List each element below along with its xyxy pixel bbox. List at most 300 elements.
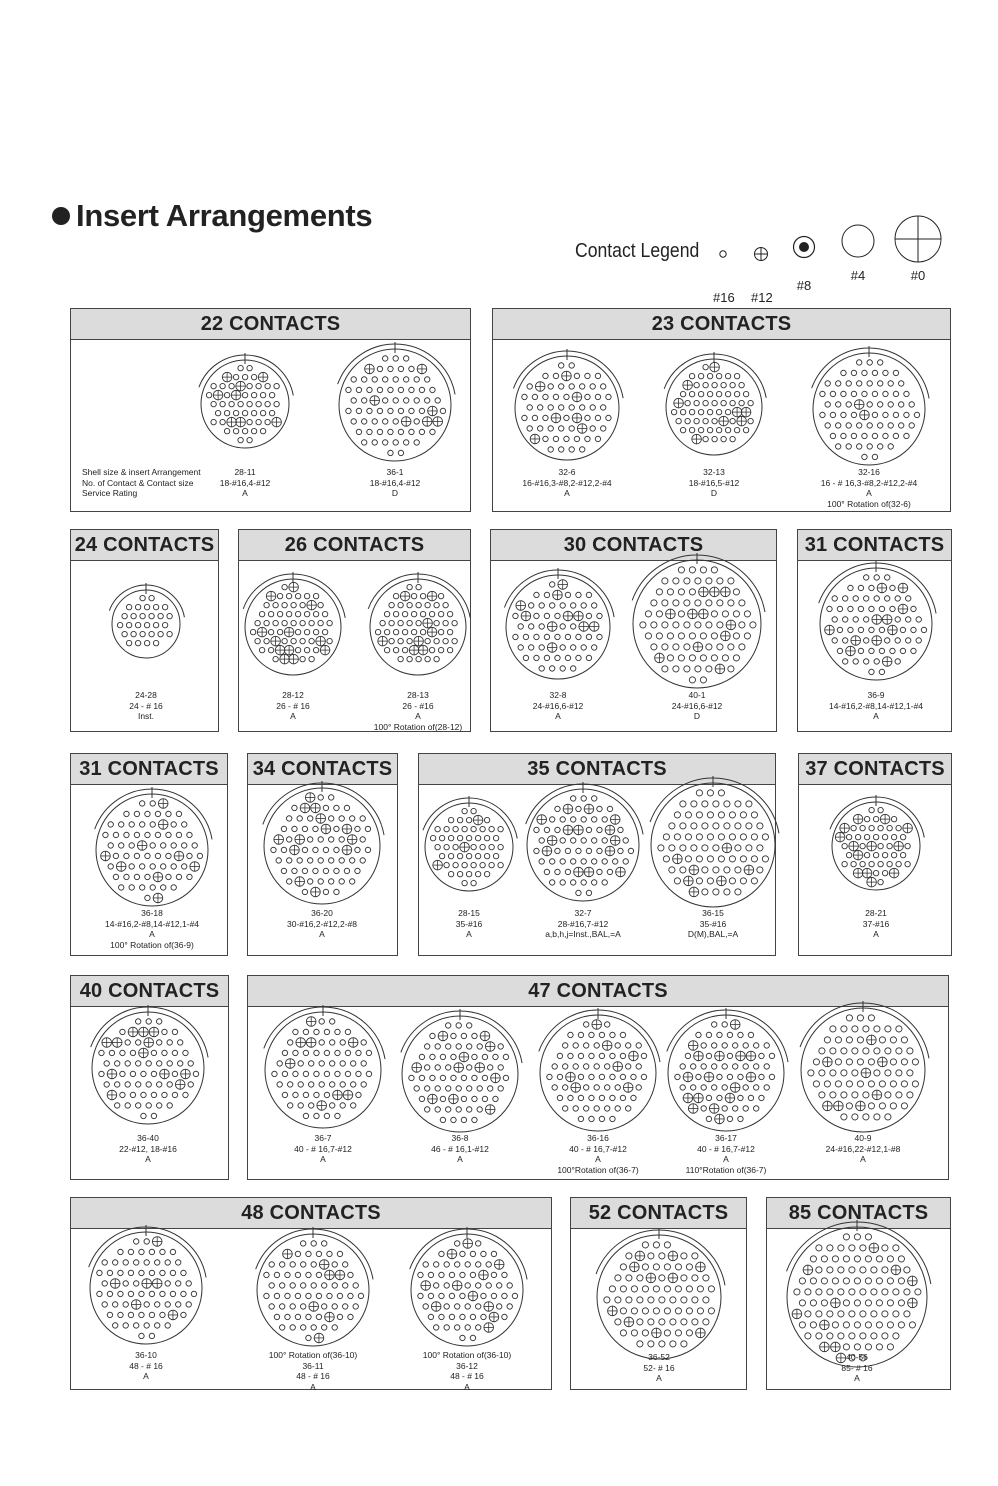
contact-16 xyxy=(893,1245,899,1251)
contact-16 xyxy=(685,400,690,405)
shell-outline xyxy=(245,579,341,675)
contact-16 xyxy=(409,429,414,434)
contact-16 xyxy=(895,659,900,664)
contact-16 xyxy=(335,1029,340,1034)
contact-16 xyxy=(280,1304,285,1309)
connector-svg xyxy=(799,339,939,479)
contact-16 xyxy=(882,1267,888,1273)
contact-16 xyxy=(544,869,549,874)
contact-16 xyxy=(287,879,292,884)
contact-16 xyxy=(754,1043,759,1048)
panel-header: 26 CONTACTS xyxy=(239,530,470,561)
contact-16 xyxy=(529,603,534,608)
contact-16 xyxy=(631,1286,637,1292)
contact-16 xyxy=(290,1262,295,1267)
contact-16 xyxy=(852,1026,858,1032)
contact-16 xyxy=(343,1262,348,1267)
contact-16 xyxy=(863,1114,869,1120)
contact-16 xyxy=(362,440,367,445)
contact-16 xyxy=(318,620,323,625)
contact-16 xyxy=(836,423,841,428)
contact-16 xyxy=(126,640,131,645)
contact-16 xyxy=(730,436,735,441)
shell-outline xyxy=(666,359,762,455)
contact-16 xyxy=(435,1044,440,1049)
contact-16 xyxy=(637,1341,643,1347)
contact-16 xyxy=(739,622,745,628)
contact-16 xyxy=(271,847,276,852)
contact-16 xyxy=(124,832,129,837)
contact-16 xyxy=(706,644,712,650)
contact-16 xyxy=(377,387,382,392)
contact-16 xyxy=(852,1114,858,1120)
contact-16 xyxy=(107,1312,112,1317)
contact-16 xyxy=(820,412,825,417)
contact-16 xyxy=(571,838,576,843)
contact-16 xyxy=(863,1092,869,1098)
contact-16 xyxy=(571,666,576,671)
contact-16 xyxy=(345,1050,350,1055)
contact-16 xyxy=(824,1037,830,1043)
contact-16 xyxy=(425,377,430,382)
contact-16 xyxy=(502,1272,507,1277)
contact-16 xyxy=(827,1289,833,1295)
legend-item-8: #8 xyxy=(791,234,817,265)
contact-16 xyxy=(680,823,686,829)
contact-16 xyxy=(314,1050,319,1055)
contact-16 xyxy=(642,1286,648,1292)
contact-16 xyxy=(543,373,548,378)
contact-16 xyxy=(242,392,247,397)
contact-16 xyxy=(707,373,712,378)
contact-16 xyxy=(362,419,367,424)
contact-16 xyxy=(238,437,243,442)
contact-16 xyxy=(584,1106,589,1111)
contact-16 xyxy=(900,852,905,857)
contact-16 xyxy=(865,1322,871,1328)
contact-16 xyxy=(327,638,332,643)
contact-16 xyxy=(874,596,879,601)
contact-16 xyxy=(825,381,830,386)
contact-16 xyxy=(302,847,307,852)
contact-16 xyxy=(419,1054,424,1059)
contact-16 xyxy=(355,826,360,831)
caption-line: 40 - # 16,7-#12 xyxy=(569,1143,627,1154)
contact-16 xyxy=(398,638,403,643)
contact-16 xyxy=(887,1256,893,1262)
contact-16 xyxy=(161,864,166,869)
contact-16 xyxy=(527,384,532,389)
contact-16 xyxy=(890,1103,896,1109)
contact-16 xyxy=(457,835,462,840)
contact-16 xyxy=(334,868,339,873)
contact-16 xyxy=(636,1043,641,1048)
caption-line: A xyxy=(595,1154,601,1164)
contact-16 xyxy=(136,1082,141,1087)
contact-16 xyxy=(854,1278,860,1284)
contact-16 xyxy=(707,878,713,884)
contact-16 xyxy=(734,427,739,432)
contact-16 xyxy=(295,1251,300,1256)
contact-16 xyxy=(493,853,498,858)
contact-16 xyxy=(362,398,367,403)
contact-16 xyxy=(472,1075,477,1080)
contact-16 xyxy=(851,412,856,417)
connector-caption xyxy=(431,1133,489,1165)
connector-svg xyxy=(251,998,395,1142)
contact-16 xyxy=(746,845,752,851)
contact-16 xyxy=(662,600,668,606)
contact-16 xyxy=(810,1300,816,1306)
contact-16 xyxy=(498,862,503,867)
contact-16 xyxy=(869,861,874,866)
contact-16 xyxy=(166,832,171,837)
contact-16 xyxy=(757,845,763,851)
contact-16 xyxy=(135,640,140,645)
contact-16 xyxy=(300,620,305,625)
contact-16 xyxy=(172,1029,177,1034)
connector-caption xyxy=(689,467,740,499)
contact-16 xyxy=(467,1065,472,1070)
contact-16 xyxy=(393,611,398,616)
contact-16 xyxy=(653,1264,659,1270)
contact-16 xyxy=(559,447,564,452)
contact-16 xyxy=(150,801,155,806)
contact-16 xyxy=(560,880,565,885)
contact-16 xyxy=(534,634,539,639)
contact-16 xyxy=(701,1043,706,1048)
contact-16 xyxy=(480,844,485,849)
contact-16 xyxy=(438,647,443,652)
contact-16 xyxy=(851,861,856,866)
contact-16 xyxy=(309,638,314,643)
contact-16 xyxy=(346,408,351,413)
contact-16 xyxy=(276,858,281,863)
contact-16 xyxy=(553,436,558,441)
contact-16 xyxy=(898,1256,904,1262)
contact-16 xyxy=(816,1289,822,1295)
contact-16 xyxy=(762,856,768,862)
contact-16 xyxy=(482,1054,487,1059)
contact-16 xyxy=(493,1096,498,1101)
contact-16 xyxy=(685,856,691,862)
contact-16 xyxy=(568,1032,573,1037)
caption-line: 22-#12, 18-#16 xyxy=(119,1143,177,1154)
connector-caption xyxy=(423,1350,511,1392)
contact-16 xyxy=(712,436,717,441)
contact-16 xyxy=(878,861,883,866)
contact-16 xyxy=(862,454,867,459)
caption-line: 36-1 xyxy=(386,467,404,477)
contact-16 xyxy=(355,868,360,873)
contact-16 xyxy=(503,1054,508,1059)
contact-16 xyxy=(372,440,377,445)
contact-16 xyxy=(580,447,585,452)
contact-16 xyxy=(282,584,287,589)
contact-16 xyxy=(858,606,863,611)
contact-16 xyxy=(574,373,579,378)
contact-16 xyxy=(706,1116,711,1121)
contact-16 xyxy=(585,436,590,441)
contact-16 xyxy=(444,826,449,831)
contact-16 xyxy=(139,1333,144,1338)
contact-16 xyxy=(149,1249,154,1254)
contact-16 xyxy=(860,1267,866,1273)
contact-16 xyxy=(324,1029,329,1034)
contact-16 xyxy=(869,585,874,590)
contact-16 xyxy=(684,578,690,584)
contact-16 xyxy=(578,1095,583,1100)
panel-header: 40 CONTACTS xyxy=(71,976,228,1007)
contact-16 xyxy=(149,1270,154,1275)
contact-16 xyxy=(314,1113,319,1118)
contact-16 xyxy=(663,834,669,840)
contact-16 xyxy=(743,1085,748,1090)
contact-16 xyxy=(727,1116,732,1121)
contact-16 xyxy=(696,856,702,862)
contact-16 xyxy=(702,889,708,895)
contact-16 xyxy=(882,852,887,857)
contact-16 xyxy=(513,613,518,618)
contact-16 xyxy=(592,796,597,801)
contact-16 xyxy=(269,410,274,415)
panel-header: 85 CONTACTS xyxy=(767,1198,950,1229)
connector-caption xyxy=(105,908,199,950)
contact-16 xyxy=(297,858,302,863)
contact-16 xyxy=(439,1251,444,1256)
contact-16 xyxy=(444,1283,449,1288)
contact-16 xyxy=(700,677,706,683)
panel-header: 35 CONTACTS xyxy=(419,754,775,785)
contact-16 xyxy=(695,578,701,584)
contact-16 xyxy=(141,1071,146,1076)
contact-16 xyxy=(713,801,719,807)
caption-line: 52- # 16 xyxy=(643,1362,675,1373)
contact-16 xyxy=(547,1074,552,1079)
contact-16 xyxy=(843,1278,849,1284)
contact-16 xyxy=(607,806,612,811)
contact-16 xyxy=(539,603,544,608)
contact-16 xyxy=(574,436,579,441)
contact-16 xyxy=(264,602,269,607)
contact-16 xyxy=(799,1300,805,1306)
contact-16 xyxy=(891,834,896,839)
caption-line: A xyxy=(457,1154,463,1164)
contact-16 xyxy=(337,1251,342,1256)
contact-16 xyxy=(895,617,900,622)
contact-16 xyxy=(865,1278,871,1284)
contact-16 xyxy=(480,862,485,867)
contact-16 xyxy=(461,1117,466,1122)
contact-16 xyxy=(685,418,690,423)
connector-caption xyxy=(672,690,723,722)
contact-16 xyxy=(904,1311,910,1317)
contact-16 xyxy=(599,1116,604,1121)
contact-16 xyxy=(748,400,753,405)
contact-16 xyxy=(873,816,878,821)
caption-line: A xyxy=(873,929,879,939)
contact-16 xyxy=(108,864,113,869)
contact-16 xyxy=(166,811,171,816)
contact-16 xyxy=(893,1311,899,1317)
connector-face-diagram xyxy=(492,561,624,693)
contact-16 xyxy=(329,837,334,842)
contact-16 xyxy=(404,356,409,361)
contact-16 xyxy=(188,1061,193,1066)
contact-16 xyxy=(414,419,419,424)
contact-16 xyxy=(149,631,154,636)
contact-16 xyxy=(360,837,365,842)
contact-16 xyxy=(306,1251,311,1256)
contact-16 xyxy=(292,805,297,810)
contact-16 xyxy=(181,1291,186,1296)
contact-16 xyxy=(759,1074,764,1079)
contact-16 xyxy=(476,1304,481,1309)
contact-16 xyxy=(656,589,662,595)
contact-16 xyxy=(220,401,225,406)
contact-16 xyxy=(885,1092,891,1098)
contact-16 xyxy=(548,384,553,389)
contact-16 xyxy=(290,1325,295,1330)
contact-16 xyxy=(592,838,597,843)
contact-16 xyxy=(324,1071,329,1076)
contact-16 xyxy=(555,655,560,660)
contact-16 xyxy=(838,1289,844,1295)
small-circle-icon xyxy=(713,246,733,266)
contact-16 xyxy=(707,391,712,396)
contact-16 xyxy=(220,383,225,388)
contact-16 xyxy=(544,613,549,618)
contact-16 xyxy=(182,843,187,848)
contact-16 xyxy=(470,1335,475,1340)
contact-16 xyxy=(589,1053,594,1058)
contact-16 xyxy=(585,394,590,399)
contact-16 xyxy=(118,1291,123,1296)
contact-16 xyxy=(843,1344,849,1350)
contact-16 xyxy=(706,600,712,606)
connector-caption xyxy=(821,467,917,509)
contact-16 xyxy=(337,1293,342,1298)
contact-16 xyxy=(853,617,858,622)
contact-16 xyxy=(393,593,398,598)
contact-16 xyxy=(648,1319,654,1325)
contact-16 xyxy=(846,381,851,386)
contact-16 xyxy=(295,1272,300,1277)
caption-line: 40 - # 16,7-#12 xyxy=(697,1143,755,1154)
contact-16 xyxy=(472,1117,477,1122)
contact-16 xyxy=(398,602,403,607)
shell-outline xyxy=(813,353,925,465)
contact-16 xyxy=(565,848,570,853)
contact-16 xyxy=(691,845,697,851)
caption-line: 36-52 xyxy=(648,1352,670,1362)
contact-16 xyxy=(848,585,853,590)
contact-16 xyxy=(314,1029,319,1034)
contact-16 xyxy=(578,1032,583,1037)
contact-16 xyxy=(852,1092,858,1098)
contact-16 xyxy=(118,1249,123,1254)
contact-16 xyxy=(816,1245,822,1251)
contact-16 xyxy=(743,1043,748,1048)
contact-16 xyxy=(735,801,741,807)
legend-item-0: #0 xyxy=(893,214,943,269)
contact-16 xyxy=(351,1103,356,1108)
contact-16 xyxy=(157,1103,162,1108)
contact-16 xyxy=(716,427,721,432)
contact-16 xyxy=(721,436,726,441)
contact-16 xyxy=(120,1071,125,1076)
contact-16 xyxy=(414,398,419,403)
contact-16 xyxy=(224,410,229,415)
contact-16 xyxy=(769,1053,774,1058)
contact-16 xyxy=(563,1064,568,1069)
contact-16 xyxy=(718,834,724,840)
connector-caption xyxy=(287,908,357,940)
page-title: Insert Arrangements xyxy=(76,198,373,233)
contact-16 xyxy=(153,622,158,627)
contact-16 xyxy=(165,1323,170,1328)
contact-16 xyxy=(303,1029,308,1034)
contact-16 xyxy=(264,638,269,643)
contact-16 xyxy=(689,373,694,378)
contact-16 xyxy=(99,1050,104,1055)
contact-16 xyxy=(590,405,595,410)
contact-16 xyxy=(738,1074,743,1079)
contact-16 xyxy=(153,640,158,645)
contact-16 xyxy=(878,360,883,365)
contact-16 xyxy=(675,1308,681,1314)
connector-face-diagram xyxy=(76,1218,216,1358)
contact-16 xyxy=(610,1095,615,1100)
contact-16 xyxy=(293,1029,298,1034)
connector-svg xyxy=(806,554,946,694)
contact-16 xyxy=(882,1289,888,1295)
contact-16 xyxy=(482,1096,487,1101)
contact-16 xyxy=(343,1304,348,1309)
contact-16 xyxy=(319,1082,324,1087)
contact-16 xyxy=(393,440,398,445)
contact-16 xyxy=(586,890,591,895)
contact-16 xyxy=(277,1061,282,1066)
contact-16 xyxy=(678,611,684,617)
contact-16 xyxy=(733,1064,738,1069)
contact-16 xyxy=(411,611,416,616)
contact-16 xyxy=(626,1253,632,1259)
contact-16 xyxy=(416,620,421,625)
contact-16 xyxy=(334,826,339,831)
contact-16 xyxy=(722,1085,727,1090)
contact-16 xyxy=(108,843,113,848)
contact-16 xyxy=(565,655,570,660)
contact-16 xyxy=(128,1270,133,1275)
contact-16 xyxy=(730,400,735,405)
contact-16 xyxy=(555,869,560,874)
contact-16 xyxy=(439,835,444,840)
connector-svg xyxy=(231,565,355,689)
contact-16 xyxy=(282,638,287,643)
contact-16 xyxy=(383,398,388,403)
contact-16 xyxy=(863,1026,869,1032)
contact-16 xyxy=(161,885,166,890)
contact-16 xyxy=(808,1070,814,1076)
contact-16 xyxy=(559,384,564,389)
contact-16 xyxy=(912,1059,918,1065)
contact-16 xyxy=(662,622,668,628)
contact-16 xyxy=(858,585,863,590)
contact-16 xyxy=(465,1325,470,1330)
contact-16 xyxy=(717,1032,722,1037)
contact-16 xyxy=(564,394,569,399)
